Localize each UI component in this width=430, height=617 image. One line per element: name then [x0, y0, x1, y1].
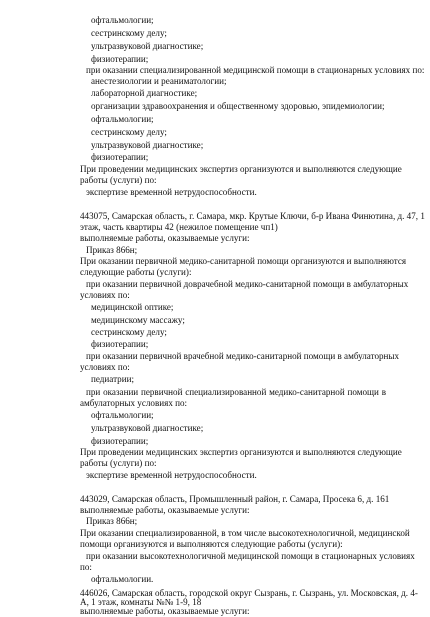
text-line: При оказании специализированной, в том числе высокотехнологичной, медицинской [80, 528, 410, 538]
text-line: условиях по: [80, 362, 130, 372]
text-line: при оказании первичной доврачебной медико-санитарной помощи в амбулаторных [86, 279, 409, 289]
text-line: сестринскому делу; [91, 28, 167, 38]
text-line: офтальмологии; [91, 114, 154, 124]
text-line: выполняемые работы, оказываемые услуги: [80, 233, 250, 243]
address-line: А, 1 этаж, комнаты №№ 1-9, 18 [80, 597, 202, 607]
text-line: Приказ 866н; [86, 245, 138, 255]
text-line: Приказ 866н; [86, 516, 138, 526]
text-line: медицинскому массажу; [91, 315, 185, 325]
text-line: по: [80, 562, 92, 572]
text-line: экспертизе временной нетрудоспособности. [86, 470, 257, 480]
text-line: ультразвуковой диагностике; [91, 423, 204, 433]
text-line: лабораторной диагностике; [91, 88, 198, 98]
text-line: при оказании высокотехнологичной медицинской помощи в стационарных условиях [86, 551, 415, 561]
text-line: офтальмологии; [91, 410, 154, 420]
text-line: при оказании первичной врачебной медико-санитарной помощи в амбулаторных [86, 351, 400, 361]
text-line: выполняемые работы, оказываемые услуги: [80, 606, 250, 616]
text-line: амбулаторных условиях по: [80, 398, 188, 408]
text-line: сестринскому делу; [91, 127, 167, 137]
text-line: ультразвуковой диагностике; [91, 41, 204, 51]
text-line: организации здравоохранения и общественному здоровью, эпидемиологии; [91, 101, 385, 111]
text-line: при оказании первичной специализированной медико-санитарной помощи в [86, 387, 386, 397]
text-line: педиатрии; [91, 374, 134, 384]
text-line: офтальмологии; [91, 15, 154, 25]
address-line: этаж, часть квартиры 42 (нежилое помещение чп1) [80, 222, 278, 232]
text-line: физиотерапии; [91, 436, 149, 446]
text-line: физиотерапии; [91, 152, 149, 162]
text-line: работы (услуги) по: [80, 175, 157, 185]
text-line: помощи организуются и выполняются следующие работы (услуги): [80, 539, 343, 549]
text-line: При оказании первичной медико-санитарной помощи организуются и выполняются [80, 256, 407, 266]
text-line: при оказании специализированной медицинской помощи в стационарных условиях по: [86, 65, 425, 75]
text-line: медицинской оптике; [91, 302, 174, 312]
text-line: физиотерапии; [91, 339, 149, 349]
text-line: работы (услуги) по: [80, 458, 157, 468]
text-line: ультразвуковой диагностике; [91, 140, 204, 150]
address-line: 443075, Самарская область, г. Самара, мкр. Крутые Ключи, б-р Ивана Финютина, д. 47, 1 [80, 211, 425, 221]
text-line: анестезиологии и реаниматологии; [91, 76, 227, 86]
text-line: При проведении медицинских экспертиз организуются и выполняются следующие [80, 447, 402, 457]
text-line: сестринскому делу; [91, 327, 167, 337]
text-line: экспертизе временной нетрудоспособности. [86, 187, 257, 197]
text-line: следующие работы (услуги): [80, 267, 192, 277]
text-line: офтальмологии. [91, 574, 154, 584]
text-line: При проведении медицинских экспертиз организуются и выполняются следующие [80, 164, 402, 174]
address-line: 443029, Самарская область, Промышленный район, г. Самара, Просека 6, д. 161 [80, 494, 390, 504]
text-line: выполняемые работы, оказываемые услуги: [80, 505, 250, 515]
address-line: 446026, Самарская область, городской округ Сызрань, г. Сызрань, ул. Московская, д. 4- [80, 588, 418, 598]
text-line: условиях по: [80, 290, 130, 300]
text-line: физиотерапии; [91, 54, 149, 64]
